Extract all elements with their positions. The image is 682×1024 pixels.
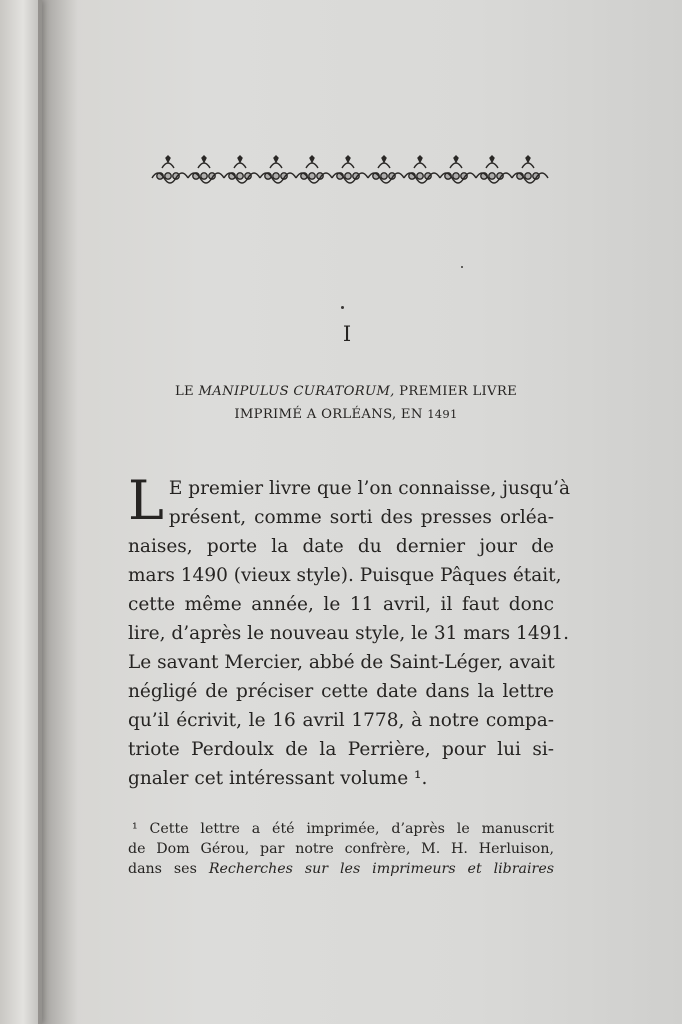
footnote-line-3 [128,859,554,879]
heading-year: 1491 [427,407,458,421]
footnote-book-title: Recherches sur les imprimeurs et libraires [208,861,554,877]
body-line: Le savant Mercier, abbé de Saint-Léger, avait [128,652,555,673]
heading-line-1-prefix: LE [175,384,199,399]
body-line: cette même année, le 11 avril, il faut donc [128,594,554,615]
ornament-motif [368,156,404,183]
ornament-motif [224,156,260,183]
body-line: E premier livre que l’on connaisse, jusqu’à [168,478,571,499]
ink-dot [461,266,463,268]
heading-line-1-suffix: PREMIER LIVRE [394,384,517,399]
body-line: négligé de préciser cette date dans la lettre [128,681,554,702]
body-paragraph [128,469,571,793]
body-line: présent, comme sorti des presses orléa- [168,507,554,528]
heading-title-italic: MANIPULUS CURATORUM, [198,384,395,399]
ornament-motif [404,156,440,183]
body-line: qu’il écrivit, le 16 avril 1778, à notre compa- [128,710,554,731]
body-line: naises, porte la date du dernier jour de [128,536,554,557]
footnote-marker: ¹ [132,821,138,837]
drop-cap: L [128,469,164,532]
footnote-line-1-text: Cette lettre a été imprimée, d’après le manuscrit [137,821,554,837]
ornament-motif [476,156,512,183]
ornament-motif [512,156,548,183]
body-line: mars 1490 (vieux style). Puisque Pâques était, [128,565,562,586]
footnote [128,819,554,879]
ornament-motif [260,156,296,183]
ornament-motif [332,156,368,183]
heading-line-2 [130,403,562,426]
body-line: gnaler cet intéressant volume ¹. [128,768,428,789]
body-line: triote Perdoulx de la Perrière, pour lui si- [128,739,554,760]
footnote-line-3-prefix: dans ses [128,861,209,877]
chapter-number: I [342,322,352,346]
chapter-heading [130,381,562,426]
ornament-motif [188,156,224,183]
footnote-line-2: de Dom Gérou, par notre confrère, M. H. Herluison, [128,841,554,857]
ornament-motif [152,156,188,183]
heading-line-2-text: IMPRIMÉ A ORLÉANS, EN [234,407,428,422]
heading-line-1 [130,381,562,403]
ornamental-headband [150,152,550,194]
body-line: lire, d’après le nouveau style, le 31 mars 1491. [128,623,570,644]
ornament-motif [440,156,476,183]
ink-dot [341,306,344,309]
footnote-line-1 [128,819,554,839]
ornament-motif [296,156,332,183]
